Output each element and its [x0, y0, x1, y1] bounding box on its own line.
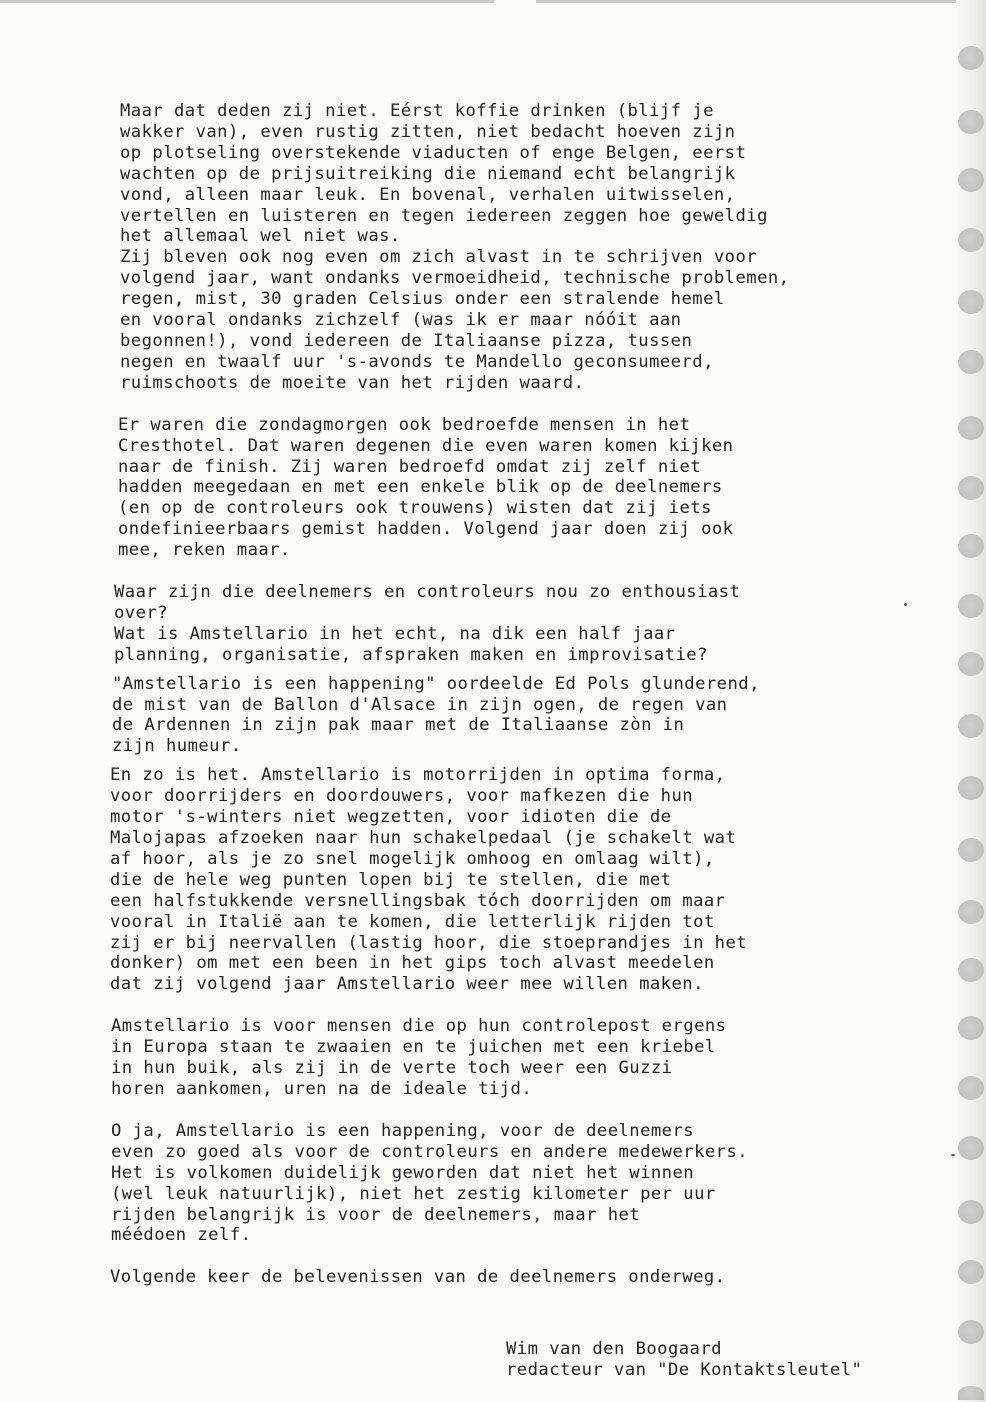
- punch-hole: [958, 900, 984, 924]
- punch-hole: [958, 350, 984, 374]
- punch-hole: [958, 1386, 984, 1400]
- paragraph-conclusion: O ja, Amstellario is een happening, voor de deelnemers even zo goed als voor de controleurs en andere medewerkers. Het is volkomen duidelijk geworden dat niet het winnen (wel leuk natuurlijk), niet het zestig kilometer per uur rijden belangrijk is voor de deelnemers, maar het méédoen zelf.: [111, 1120, 749, 1246]
- punch-hole: [958, 46, 984, 70]
- punch-hole: [958, 776, 984, 800]
- paragraph-next-time: Volgende keer de belevenissen van de deelnemers onderweg.: [110, 1267, 726, 1288]
- paragraph-sad-visitors: Er waren die zondagmorgen ook bedroefde mensen in het Cresthotel. Dat waren degenen die even waren komen kijken naar de finish. Zij waren bedroefd omdat zij zelf niet hadden meegedaan en met een enkele blik op de deelnemers (en op de controleurs ook trouwens) wisten dat zij iets ondefinieerbaars gemist hadden. Volgend jaar doen zij ook mee, reken maar.: [118, 414, 734, 561]
- punch-hole: [958, 1260, 984, 1284]
- paragraph-after-finish: Maar dat deden zij niet. Eérst koffie drinken (blijf je wakker van), even rustig zitten, niet bedacht hoeven zijn op plotseling overstekende viaducten of enge Belgen, eerst wachten op de prijsuitreiking die niemand echt belangrijk vond, alleen maar leuk. En bovenal, verhalen uitwisselen, vertellen en luisteren en tegen iedereen zeggen hoe geweldig het allemaal wel niet was. Zij bleven ook nog even om zich alvast in te schrijven voor volgend jaar, want ondanks vermoeidheid, technische problemen, regen, mist, 30 graden Celsius onder een stralende hemel en vooral ondanks zichzelf (was ik er maar nóóit aan begonnen!), vond iedereen de Italiaanse pizza, tussen negen en twaalf uur 's-avonds te Mandello geconsumeerd, ruimschoots de moeite van het rijden waard.: [120, 101, 790, 393]
- punch-hole: [958, 228, 984, 252]
- punch-hole: [958, 838, 984, 862]
- paragraph-controllers: Amstellario is voor mensen die op hun controlepost ergens in Europa staan te zwaaien en te juichen met een kriebel in hun buik, als zij in de verte toch weer een Guzzi horen aankomen, uren na de ideale tijd.: [111, 1016, 727, 1099]
- punch-hole: [958, 652, 984, 676]
- punch-hole: [958, 714, 984, 738]
- punch-hole: [958, 1136, 984, 1160]
- punch-hole: [958, 110, 984, 134]
- page-top-edge: [0, 0, 986, 3]
- punch-hole: [958, 594, 984, 618]
- punch-hole: [958, 534, 984, 558]
- punch-hole: [958, 476, 984, 500]
- stray-mark: [951, 1154, 955, 1156]
- paragraph-motorriding: En zo is het. Amstellario is motorrijden in optima forma, voor doorrijders en doordouwers, voor mafkezen die hun motor 's-winters niet wegzetten, voor idioten die de Malojapas afzoeken naar hun schakelpedaal (je schakelt wat af hoor, als je zo snel mogelijk omhoog en omlaag wilt), die de hele weg punten lopen bij te stellen, die met een halfstukkende versnellingsbak tóch doorrijden om maar vooral in Italië aan te komen, die letterlijk rijden tot zij er bij neervallen (lastig hoor, die stoeprandjes in het donker) om met een been in het gips toch alvast meedelen dat zij volgend jaar Amstellario weer mee willen maken.: [110, 765, 748, 995]
- punch-hole: [958, 1076, 984, 1100]
- binder-strip: [956, 0, 986, 1402]
- signature-block: Wim van den Boogaard redacteur van "De Kontaktsleutel": [506, 1339, 863, 1380]
- punch-hole: [958, 958, 984, 982]
- punch-hole: [958, 416, 984, 440]
- page-top-edge-gap: [494, 0, 536, 3]
- punch-hole: [958, 290, 984, 314]
- punch-hole: [958, 1016, 984, 1040]
- article-body: [108, 101, 918, 1361]
- punch-hole: [958, 1200, 984, 1224]
- punch-hole: [958, 1320, 984, 1344]
- paragraph-happening-quote: "Amstellario is een happening" oordeelde Ed Pols glunderend, de mist van de Ballon d'Alsace in zijn ogen, de regen van de Ardennen in zijn pak maar met de Italiaanse zòn in zijn humeur.: [112, 673, 760, 757]
- punch-hole: [958, 168, 984, 192]
- paragraph-questions: Waar zijn die deelnemers en controleurs nou zo enthousiast over? Wat is Amstellario in het echt, na dik een half jaar planning, organisatie, afspraken maken en improvisatie?: [114, 582, 741, 665]
